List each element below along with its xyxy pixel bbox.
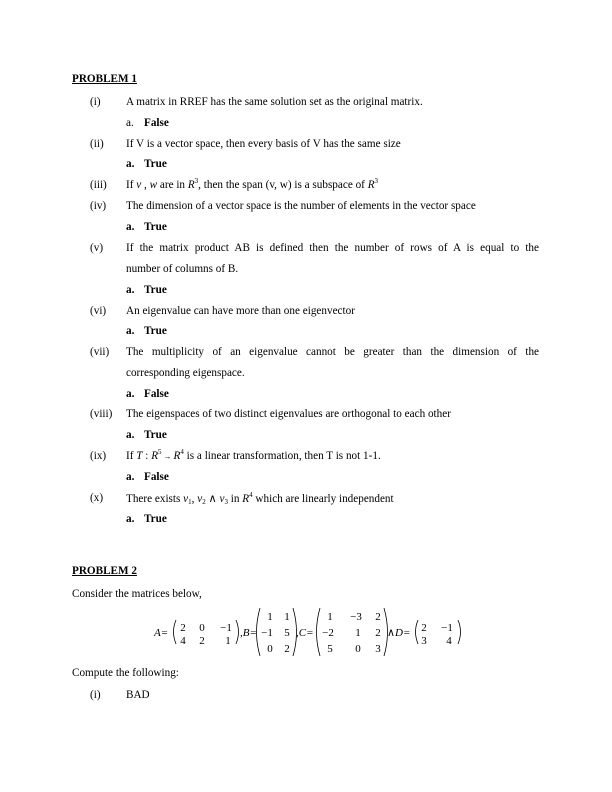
item-number: (i) bbox=[90, 96, 101, 108]
answer-letter: a. bbox=[126, 429, 135, 441]
item-answer bbox=[126, 388, 169, 400]
matrix-cell: 1 bbox=[284, 611, 290, 623]
item-statement: An eigenvalue can have more than one eigenvector bbox=[126, 305, 355, 317]
answer-value: True bbox=[144, 158, 167, 170]
answer-letter: a. bbox=[126, 284, 135, 296]
answer-value: False bbox=[144, 471, 169, 483]
problem2-title: PROBLEM 2 bbox=[72, 565, 137, 577]
matrix-cell: 3 bbox=[375, 643, 381, 655]
item-statement: There exists $v_1$, $v_2$ ∧ $v_3$ in $R^4$ which are linearly independent bbox=[126, 491, 394, 506]
matrix-cell: 0 bbox=[199, 622, 205, 634]
item-number: (iv) bbox=[90, 200, 107, 212]
item-number: (viii) bbox=[90, 408, 113, 420]
answer-letter: a. bbox=[126, 221, 135, 233]
item-number: (i) bbox=[90, 689, 101, 701]
answer-value: True bbox=[144, 284, 167, 296]
answer-letter: a. bbox=[126, 513, 135, 525]
answer-value: True bbox=[144, 325, 167, 337]
answer-value: True bbox=[144, 429, 167, 441]
problem2-intro: Consider the matrices below, bbox=[72, 588, 202, 600]
answer-value: False bbox=[144, 117, 169, 129]
matrix-cell: −3 bbox=[350, 611, 362, 623]
item-answer bbox=[126, 471, 169, 483]
item-statement: If v , w are in $R^3$, then the span (v, w) is a subspace of $R^3$ bbox=[126, 177, 379, 191]
answer-value: True bbox=[144, 221, 167, 233]
item-answer bbox=[126, 429, 167, 441]
matrix-cell: 5 bbox=[284, 627, 290, 639]
matrix-d-label: ∧D= bbox=[387, 627, 411, 639]
item-statement: The dimension of a vector space is the number of elements in the vector space bbox=[126, 200, 476, 212]
matrix-cell: 4 bbox=[446, 635, 452, 647]
item-statement: BAD bbox=[126, 689, 150, 701]
item-answer bbox=[126, 325, 167, 337]
matrix-cell: 4 bbox=[180, 635, 186, 647]
paren-left bbox=[257, 608, 261, 656]
item-number: (iii) bbox=[90, 179, 107, 191]
matrix-cell: 0 bbox=[267, 643, 273, 655]
answer-value: False bbox=[144, 388, 169, 400]
matrix-cell: 1 bbox=[327, 611, 333, 623]
item-statement: If V is a vector space, then every basis of V has the same size bbox=[126, 138, 401, 150]
matrix-cell: −1 bbox=[441, 622, 453, 634]
paren-left bbox=[174, 620, 177, 644]
item-statement: A matrix in RREF has the same solution set as the original matrix. bbox=[126, 96, 423, 108]
item-answer bbox=[126, 221, 167, 233]
paren-right bbox=[458, 620, 461, 644]
item-statement: The eigenspaces of two distinct eigenvalues are orthogonal to each other bbox=[126, 408, 451, 420]
matrix-cell: 1 bbox=[225, 635, 231, 647]
paren-left bbox=[317, 608, 321, 656]
matrix-cell: −1 bbox=[220, 622, 232, 634]
matrix-cell: 2 bbox=[375, 611, 381, 623]
answer-letter: a. bbox=[126, 117, 134, 129]
item-answer bbox=[126, 158, 167, 170]
item-number: (vii) bbox=[90, 346, 110, 358]
matrix-cell: 2 bbox=[199, 635, 205, 647]
matrix-cell: 1 bbox=[355, 627, 361, 639]
item-statement: If T : $R^5 \to R^4$ is a linear transformation, then T is not 1-1. bbox=[126, 448, 381, 462]
matrix-equation bbox=[150, 606, 470, 658]
matrix-b-label: ,B= bbox=[240, 627, 257, 639]
matrix-cell: 5 bbox=[327, 643, 333, 655]
paren-right bbox=[236, 620, 239, 644]
matrix-cell: 3 bbox=[421, 635, 427, 647]
matrix-cell: 2 bbox=[375, 627, 381, 639]
item-number: (x) bbox=[90, 492, 104, 504]
compute-label: Compute the following: bbox=[72, 667, 179, 679]
problem1-title: PROBLEM 1 bbox=[72, 73, 137, 85]
matrix-cell: 1 bbox=[267, 611, 273, 623]
item-answer bbox=[126, 284, 167, 296]
matrix-cell: 2 bbox=[421, 622, 427, 634]
answer-letter: a. bbox=[126, 325, 135, 337]
item-number: (vi) bbox=[90, 305, 107, 317]
matrix-a-label: A= bbox=[154, 627, 169, 639]
answer-letter: a. bbox=[126, 388, 135, 400]
answer-value: True bbox=[144, 513, 167, 525]
matrix-c-label: ,C= bbox=[296, 627, 314, 639]
answer-letter: a. bbox=[126, 158, 135, 170]
item-statement-line2: number of columns of B. bbox=[126, 263, 239, 275]
answer-letter: a. bbox=[126, 471, 135, 483]
matrix-cell: 2 bbox=[180, 622, 186, 634]
item-statement-line1: If the matrix product AB is defined then the number of rows of A is equal to the bbox=[126, 242, 539, 254]
matrix-cell: −2 bbox=[322, 627, 334, 639]
item-answer bbox=[126, 513, 167, 525]
item-number: (v) bbox=[90, 242, 104, 254]
item-statement-line2: corresponding eigenspace. bbox=[126, 367, 245, 379]
matrix-cell: 2 bbox=[284, 643, 290, 655]
matrix-cell: 0 bbox=[355, 643, 361, 655]
item-statement-line1: The multiplicity of an eigenvalue cannot be greater than the dimension of the bbox=[126, 346, 539, 358]
paren-left bbox=[416, 620, 419, 644]
item-number: (ii) bbox=[90, 138, 104, 150]
item-answer bbox=[126, 117, 169, 129]
item-number: (ix) bbox=[90, 450, 107, 462]
matrix-cell: −1 bbox=[261, 627, 273, 639]
